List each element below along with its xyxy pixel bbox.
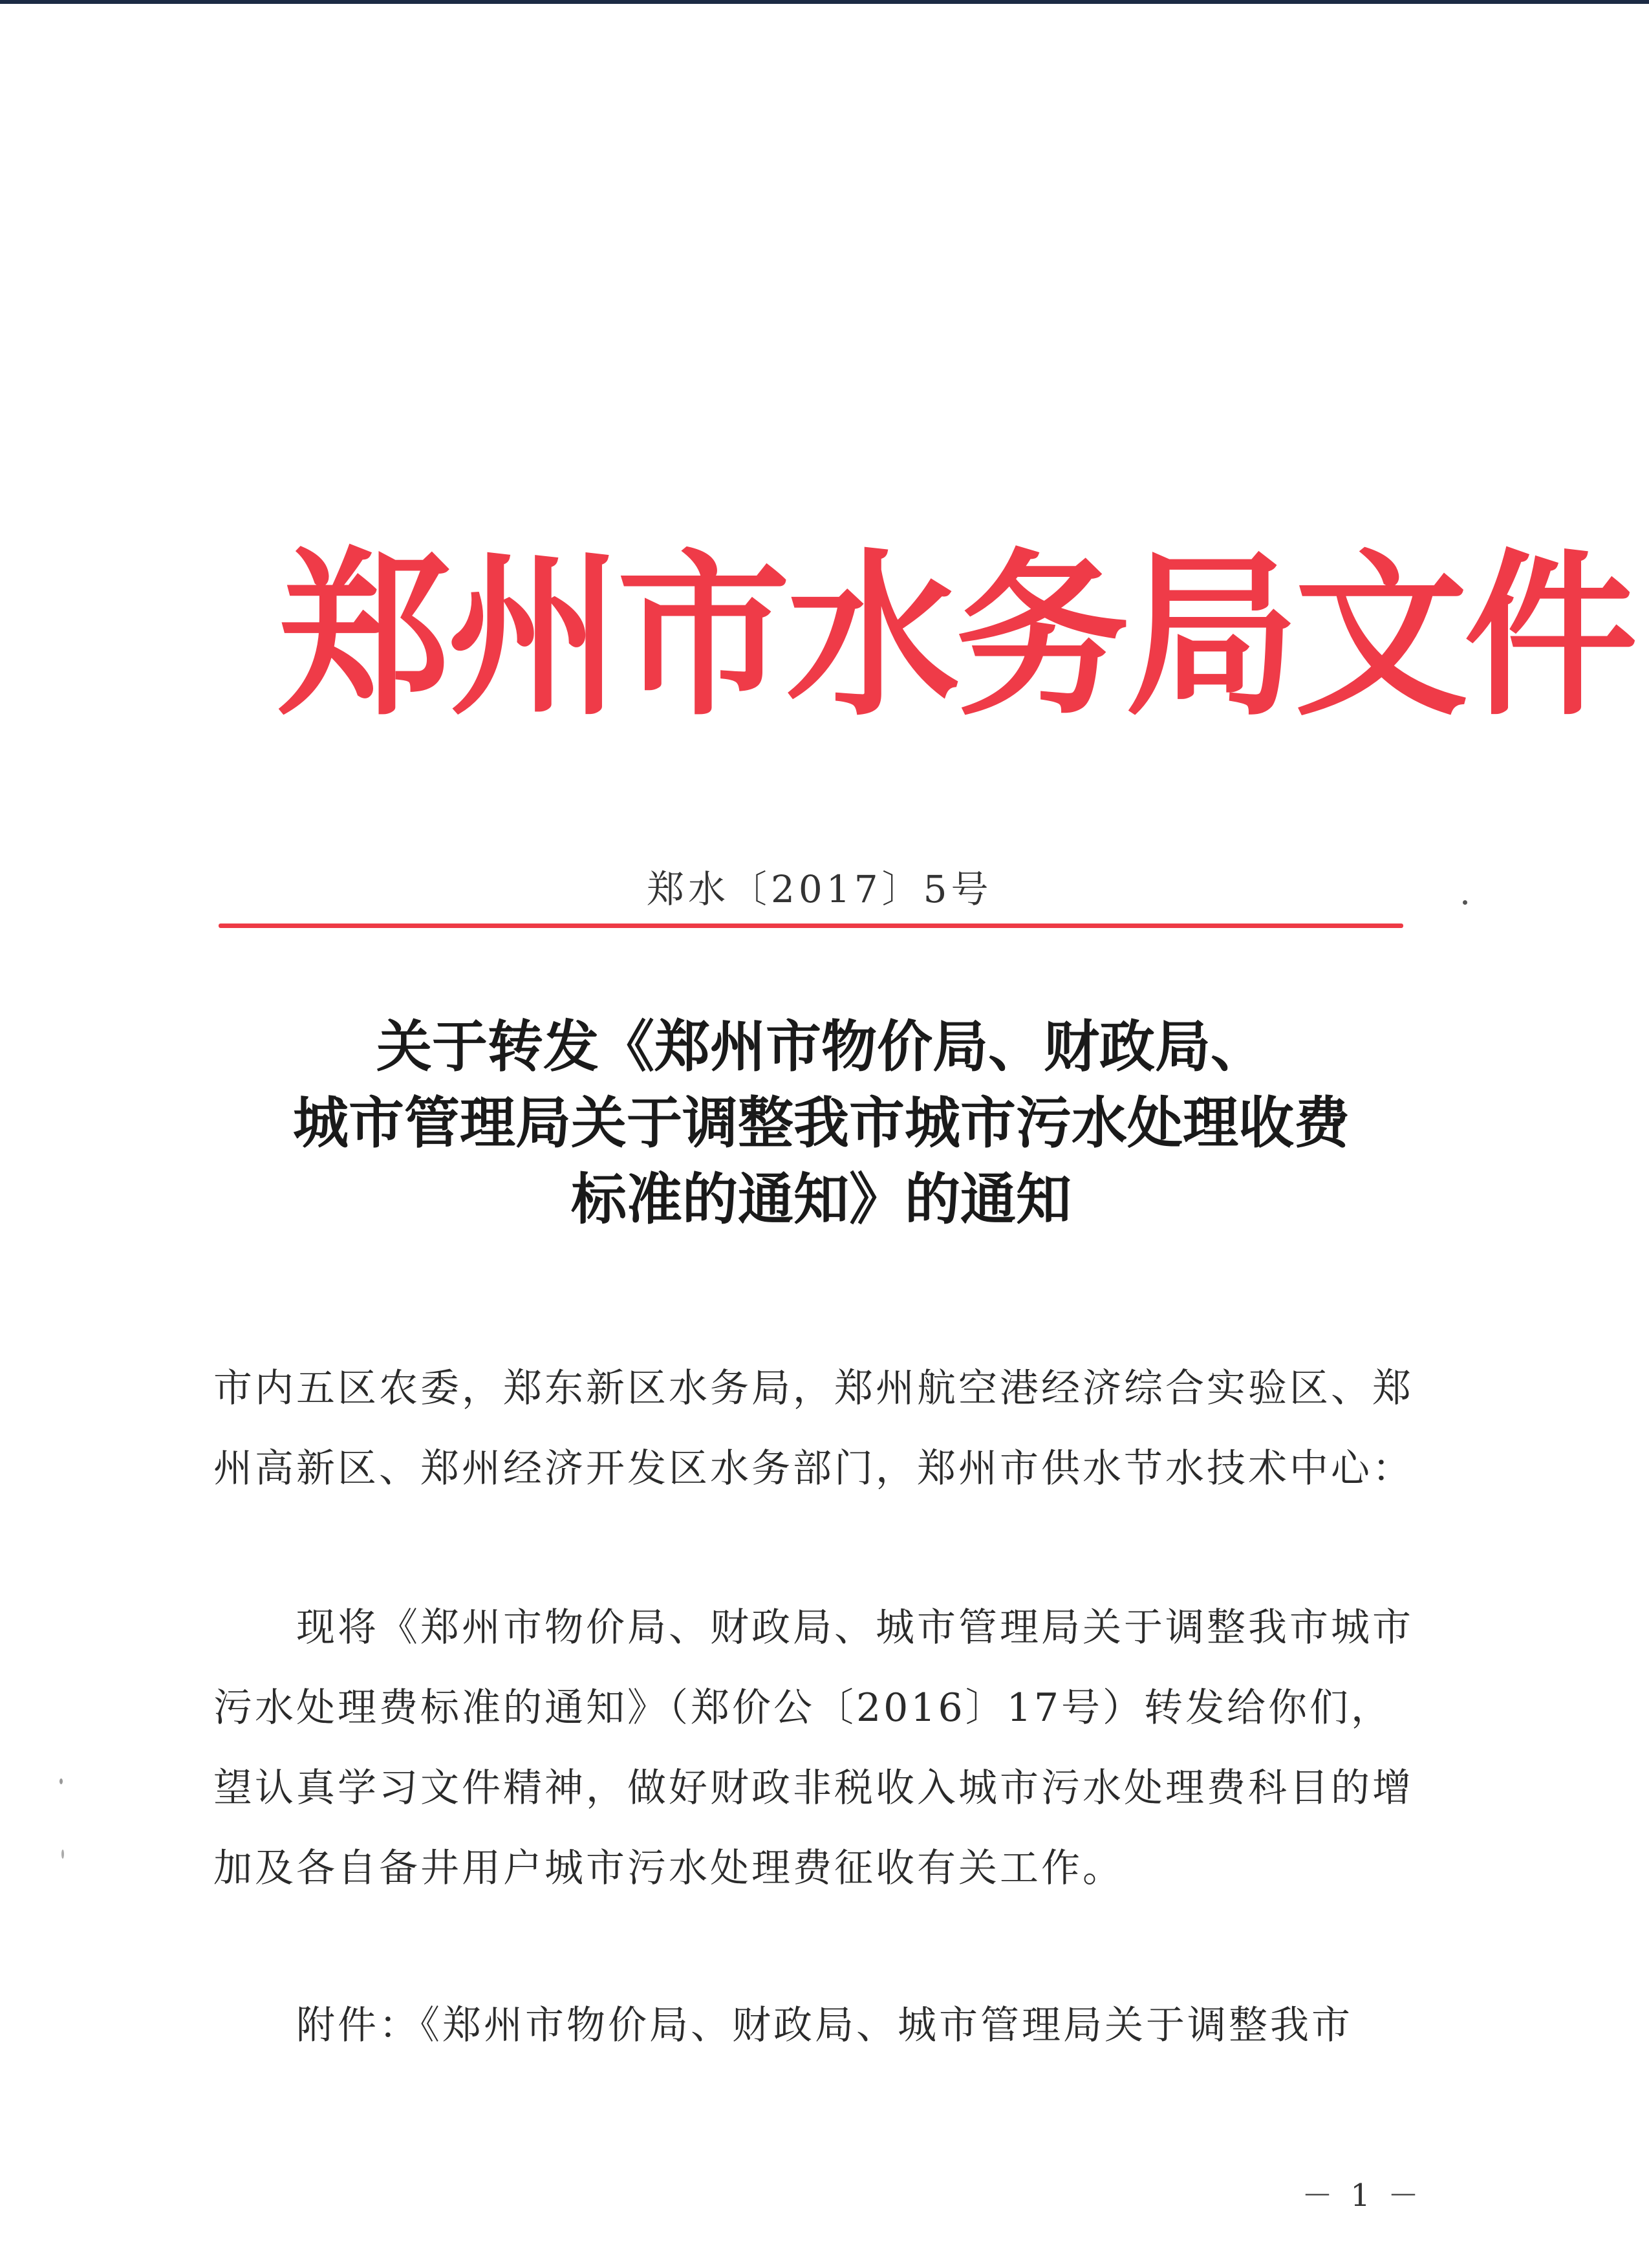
title-line-1: 关于转发《郑州市物价局、财政局、 [376, 1014, 1266, 1079]
title-line-2: 城市管理局关于调整我市城市污水处理收费 [293, 1090, 1350, 1156]
body-paragraph: 现将《郑州市物价局、财政局、城市管理局关于调整我市城市污水处理费标准的通知》（郑价公〔2016〕17号）转发给你们，望认真学习文件精神，做好财政非税收入城市污水处理费科目的增加及各自备井用户城市污水处理费征收有关工作。 [213, 1605, 1414, 1891]
page-number: － 1 － [1301, 2177, 1423, 2214]
title-line-3: 标准的通知》的通知 [571, 1167, 1072, 1232]
masthead-title: 郑州市水务局文件 [278, 534, 1633, 740]
scan-speck [1463, 900, 1467, 905]
scan-speck [61, 1850, 64, 1859]
document-number: 郑水〔2017〕5号 [647, 867, 993, 911]
scan-speck [59, 1778, 63, 1784]
document-title [213, 1009, 1429, 1238]
addressee-paragraph: 市内五区农委，郑东新区水务局，郑州航空港经济综合实验区、郑州高新区、郑州经济开发区水务部门，郑州市供水节水技术中心： [213, 1366, 1414, 1491]
red-separator-line [219, 923, 1403, 928]
scan-edge-border [0, 0, 1649, 4]
attachment-line: 附件：《郑州市物价局、财政局、城市管理局关于调整我市 [296, 2003, 1353, 2048]
